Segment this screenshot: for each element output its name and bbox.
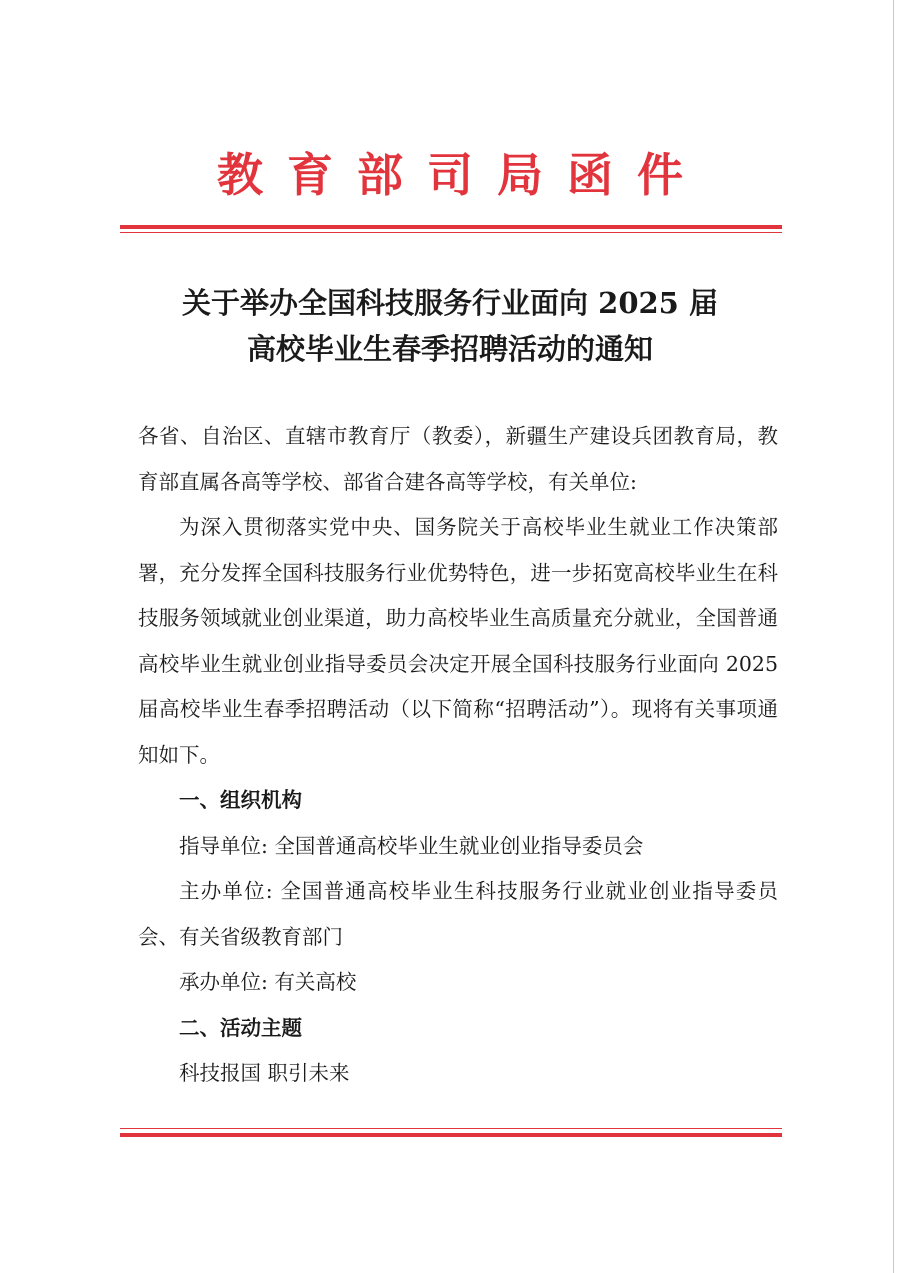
document-title-line-1: 关于举办全国科技服务行业面向 2025 届 <box>182 286 718 320</box>
document-title <box>0 280 900 372</box>
footer-rule-thin <box>120 1128 782 1129</box>
letterhead-rule-thin <box>120 232 782 233</box>
section-heading-theme: 二、活动主题 <box>179 1015 302 1040</box>
document-body <box>138 414 778 1097</box>
theme-line: 科技报国 职引未来 <box>179 1061 350 1085</box>
intro-paragraph: 为深入贯彻落实党中央、国务院关于高校毕业生就业工作决策部署，充分发挥全国科技服务行业优势特色，进一步拓宽高校毕业生在科技服务领域就业创业渠道，助力高校毕业生高质量充分就业，全国普通高校毕业生就业创业指导委员会决定开展全国科技服务行业面向 2025 届高校毕业生春季招聘活动（以下简称“招聘活动”）。现将有关事项通知如下。 <box>138 515 778 767</box>
guiding-unit-line: 指导单位: 全国普通高校毕业生就业创业指导委员会 <box>179 833 644 858</box>
section-heading-organization: 一、组织机构 <box>179 788 302 812</box>
letterhead-rule-thick <box>120 225 782 229</box>
footer-rule-thick <box>120 1133 782 1137</box>
letterhead-title: 教育部司局函件 <box>217 148 707 202</box>
host-unit-line: 主办单位: 全国普通高校毕业生科技服务行业就业创业指导委员会、有关省级教育部门 <box>138 879 778 949</box>
document-title-line-2: 高校毕业生春季招聘活动的通知 <box>246 332 653 366</box>
organizer-unit-line: 承办单位: 有关高校 <box>179 970 357 994</box>
salutation: 各省、自治区、直辖市教育厅（教委），新疆生产建设兵团教育局，教育部直属各高等学校、部省合建各高等学校，有关单位: <box>138 424 778 494</box>
